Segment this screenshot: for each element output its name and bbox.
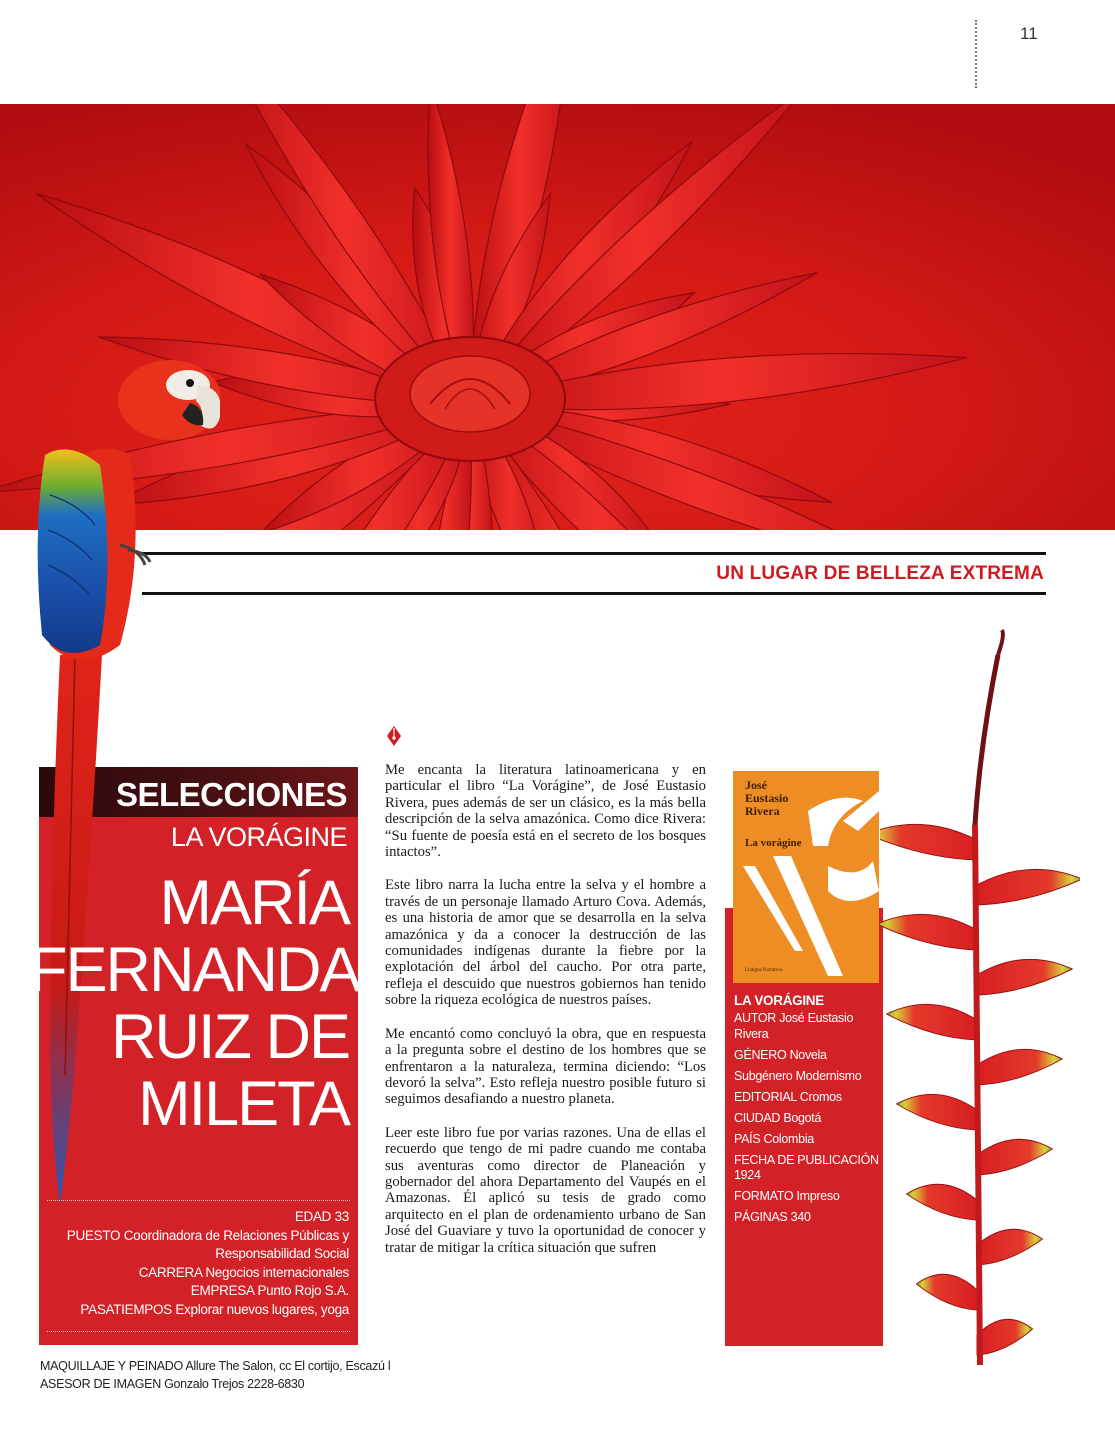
book-details-title: LA VORÁGINE	[734, 993, 824, 1008]
heliconia-bract	[977, 1319, 1033, 1355]
book-detail-row: PÁGINAS 340	[734, 1210, 811, 1224]
heliconia-bract	[880, 824, 977, 860]
credit-line: ASESOR DE IMAGEN Gonzalo Trejos 2228-6830	[40, 1377, 305, 1391]
person-name-line: MARÍA	[159, 868, 349, 938]
book-detail-row: PAÍS Colombia	[734, 1131, 814, 1146]
fact-row: EMPRESA Punto Rojo S.A.	[190, 1283, 349, 1298]
heliconia-bract	[907, 1184, 977, 1220]
section-title: UN LUGAR DE BELLEZA EXTREMA	[716, 563, 1044, 584]
heliconia-bract	[887, 1004, 977, 1040]
heliconia-bract	[897, 1094, 977, 1130]
person-name-line: FERNANDA	[29, 935, 360, 1005]
section-rule-bottom	[142, 592, 1046, 595]
book-details	[734, 990, 880, 1231]
book-detail-row: CIUDAD Bogotá	[734, 1110, 822, 1125]
article-paragraph: Leer este libro fue por varias razones. Una de ellas el recuerdo que tengo de mi padre cuando me contaba sus aventuras como director de Planeación y gobernador del ahora Departamento del Vaupés en el Amazonas. Él aplicó su tesis de grado como arquitecto en el plan de ordenamiento urbano de San José del Guaviare y tuvo la oportunidad de conocer y tratar de mitigar la crítica situación que sufren	[385, 1124, 706, 1256]
article-body	[385, 762, 706, 1273]
heliconia-bract	[977, 1139, 1052, 1175]
facts-divider-top	[47, 1200, 350, 1201]
section-rule-top	[142, 552, 1046, 555]
profile-facts	[49, 1208, 349, 1319]
photo-credits	[40, 1357, 390, 1393]
book-cover-publisher: Linkgua Narrativa	[745, 968, 782, 973]
credit-line: MAQUILLAJE Y PEINADO Allure The Salon, cc El cortijo, Escazú l	[40, 1359, 391, 1373]
person-name-line: RUIZ DE	[111, 1002, 349, 1072]
book-detail-row: GÉNERO Novela	[734, 1047, 827, 1062]
article-paragraph: Me encanta la literatura latinoamericana y en particular el libro “La Vorágine”, de José Eustasio Rivera, pues además de ser un clásico, es la más bella descripción de la selva amazónica. Como dice Rivera: “Su fuente de poesía está en el secreto de los bosques intactos”.	[385, 762, 706, 861]
pen-nib-icon	[385, 725, 403, 747]
book-detail-row: FORMATO Impreso	[734, 1189, 840, 1203]
person-name-line: MILETA	[138, 1069, 349, 1139]
fact-row: PUESTO Coordinadora de Relaciones Públicas y	[66, 1227, 349, 1243]
book-detail-row: EDITORIAL Cromos	[734, 1089, 842, 1104]
fact-row: PASATIEMPOS Explorar nuevos lugares, yoga	[80, 1301, 349, 1317]
heliconia-flower-illustration	[880, 625, 1080, 1375]
profile-subheading: LA VORÁGINE	[170, 822, 347, 852]
fact-row: Responsabilidad Social	[215, 1246, 349, 1261]
book-cover	[733, 771, 879, 983]
profile-heading: SELECCIONES	[115, 776, 347, 813]
page-number: 11	[1020, 24, 1038, 43]
article-paragraph: Me encantó como concluyó la obra, que en respuesta a la pregunta sobre el destino de los hombres que se enfrentaron a la naturaleza, termina diciendo: “Los devoró la selva”. Esto refleja nuestro posible futuro si seguimos desafiando a nuestro planeta.	[385, 1025, 706, 1108]
book-detail-row: AUTOR José Eustasio Rivera	[734, 1011, 854, 1041]
page-number-rule	[975, 20, 977, 88]
book-cover-title: La vorágine	[745, 837, 802, 849]
fact-row: CARRERA Negocios internacionales	[138, 1264, 349, 1280]
heliconia-bract	[977, 959, 1072, 995]
heliconia-bract	[977, 869, 1080, 905]
facts-divider-bottom	[47, 1331, 350, 1332]
book-detail-row: Subgénero Modernismo	[734, 1068, 862, 1083]
fact-row: EDAD 33	[294, 1209, 349, 1224]
book-cover-author: José Eustasio Rivera	[745, 778, 789, 818]
heliconia-bract	[917, 1274, 978, 1310]
article-paragraph: Este libro narra la lucha entre la selva y el hombre a través de un personaje llamado Arturo Cova. Además, es una historia de amor que se desarrolla en la selva amazónica y da a conocer la destrucción de las comunidades indígenas durante la fiebre por la explotación del árbol del caucho. Por otra parte, refleja el descuido que nuestros gobiernos han tenido sobre la riqueza ecológica de nuestros países.	[385, 877, 706, 1009]
heliconia-bract	[977, 1049, 1062, 1085]
heliconia-bract	[977, 1229, 1042, 1265]
heliconia-bract	[880, 914, 977, 950]
person-name	[29, 868, 360, 1139]
book-detail-row: FECHA DE PUBLICACIÓN 1924	[734, 1152, 879, 1182]
